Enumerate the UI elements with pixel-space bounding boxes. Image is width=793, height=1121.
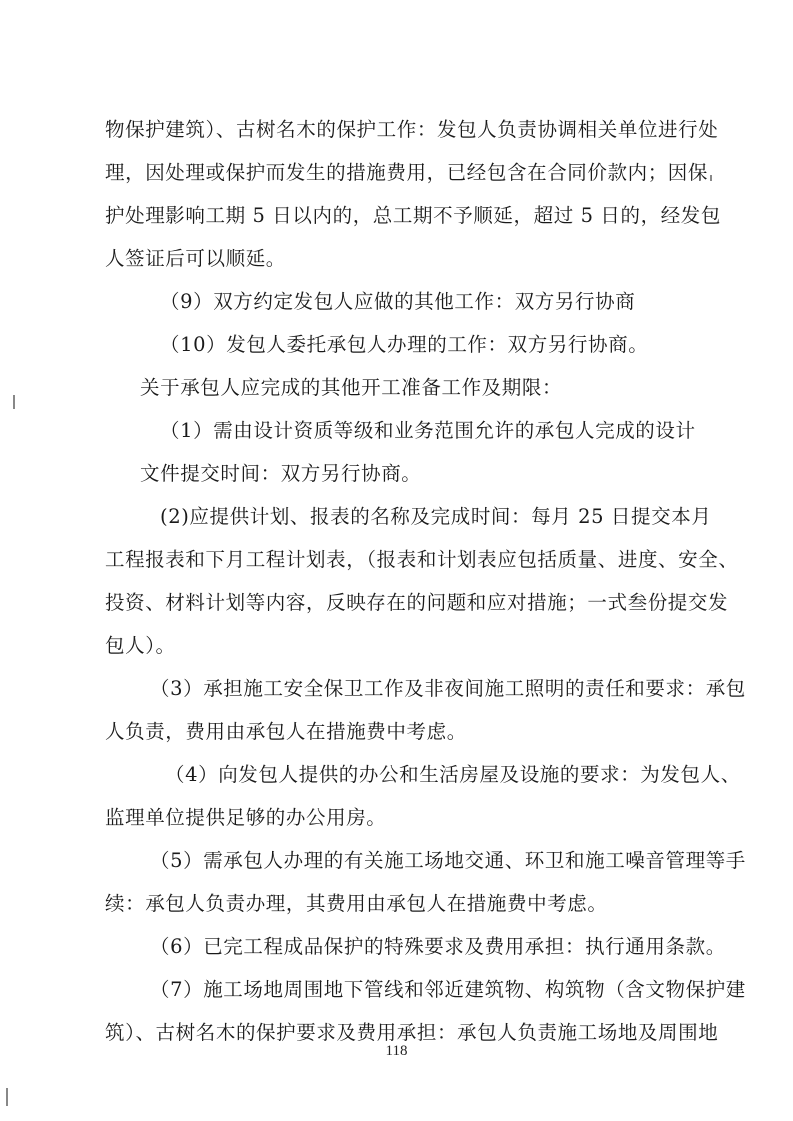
- text-line: 工程报表和下月工程计划表，（报表和计划表应包括质量、进度、安全、: [105, 548, 739, 571]
- text-line: 护处理影响工期 5 日以内的，总工期不予顺延，超过 5 日的，经发包: [105, 204, 722, 227]
- text-line: (2)应提供计划、报表的名称及完成时间：每月 25 日提交本月: [160, 505, 712, 528]
- text-line: （9）双方约定发包人应做的其他工作：双方另行协商: [160, 290, 636, 313]
- scan-speck: [6, 1088, 8, 1106]
- text-line: （7）施工场地周围地下管线和邻近建筑物、构筑物（含文物保护建: [150, 978, 746, 1001]
- scan-speck: [13, 395, 15, 409]
- text-line: 人签证后可以顺延。: [105, 247, 286, 270]
- text-line: 包人）。: [105, 634, 176, 657]
- text-line: 筑）、古树名木的保护要求及费用承担：承包人负责施工场地及周围地: [105, 1021, 719, 1044]
- scan-speck: [710, 175, 712, 181]
- text-line: 投资、材料计划等内容，反映存在的问题和应对措施；一式叁份提交发: [105, 591, 729, 614]
- text-line: 关于承包人应完成的其他开工准备工作及期限：: [140, 376, 563, 399]
- text-line: （4）向发包人提供的办公和生活房屋及设施的要求：为发包人、: [165, 763, 741, 786]
- text-line: 物保护建筑）、古树名木的保护工作：发包人负责协调相关单位进行处: [105, 118, 719, 141]
- text-line: 文件提交时间：双方另行协商。: [140, 462, 422, 485]
- text-line: （10）发包人委托承包人办理的工作：双方另行协商。: [160, 333, 649, 356]
- text-line: （5）需承包人办理的有关施工场地交通、环卫和施工噪音管理等手: [150, 849, 746, 872]
- page-number: 118: [385, 1043, 408, 1059]
- text-line: 续：承包人负责办理，其费用由承包人在措施费中考虑。: [105, 892, 608, 915]
- text-line: 理，因处理或保护而发生的措施费用，已经包含在合同价款内；因保: [105, 161, 709, 184]
- text-line: （6）已完工程成品保护的特殊要求及费用承担：执行通用条款。: [150, 935, 726, 958]
- text-line: 监理单位提供足够的办公用房。: [105, 806, 387, 829]
- text-line: 人负责，费用由承包人在措施费中考虑。: [105, 720, 467, 743]
- text-line: （1）需由设计资质等级和业务范围允许的承包人完成的设计: [160, 419, 696, 442]
- text-line: （3）承担施工安全保卫工作及非夜间施工照明的责任和要求：承包: [150, 677, 746, 700]
